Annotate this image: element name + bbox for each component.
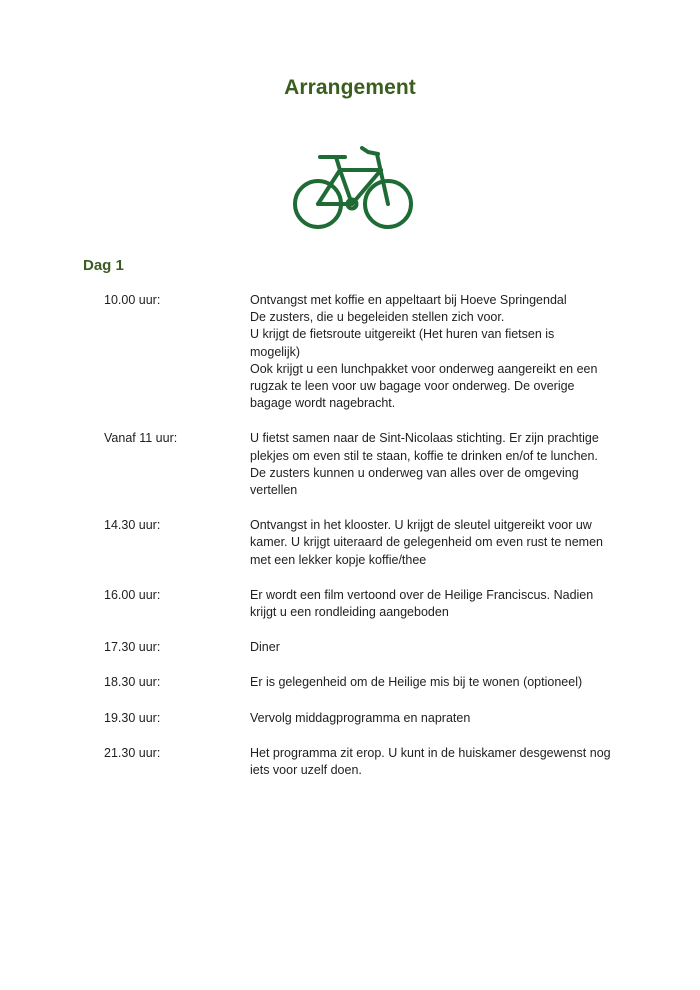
schedule-time: 21.30 uur: <box>104 745 161 760</box>
description-line: Ook krijgt u een lunchpakket voor onderweg aangereikt en een <box>250 361 598 376</box>
schedule-row <box>104 517 644 569</box>
schedule-row <box>104 639 644 656</box>
schedule-description <box>250 292 634 412</box>
schedule-description <box>250 639 634 656</box>
description-line: kamer. U krijgt uiteraard de gelegenheid om even rust te nemen <box>250 535 603 550</box>
schedule-description <box>250 745 634 779</box>
description-line: Het programma zit erop. U kunt in de huiskamer desgewenst nog <box>250 745 611 760</box>
schedule-time: 10.00 uur: <box>104 293 161 307</box>
schedule-row <box>104 674 644 691</box>
schedule-row <box>104 430 644 499</box>
schedule-time: 16.00 uur: <box>104 587 161 602</box>
description-line: De zusters kunnen u onderweg van alles over de omgeving <box>250 465 579 480</box>
schedule-time: 17.30 uur: <box>104 640 161 655</box>
schedule-description <box>250 710 634 727</box>
description-line: U krijgt de fietsroute uitgereikt (Het huren van fietsen is <box>250 327 555 342</box>
schedule-description <box>250 517 634 569</box>
description-line: iets voor uzelf doen. <box>250 763 362 778</box>
description-line: U fietst samen naar de Sint-Nicolaas stichting. Er zijn prachtige <box>250 431 599 446</box>
schedule-row <box>104 710 644 727</box>
schedule-time: 19.30 uur: <box>104 710 161 725</box>
day-heading: Dag 1 <box>83 257 124 274</box>
description-line: plekjes om even stil te staan, koffie te drinken en/of te lunchen. <box>250 448 598 463</box>
description-line: Ontvangst in het klooster. U krijgt de sleutel uitgereikt voor uw <box>250 518 592 533</box>
schedule-description <box>250 587 634 621</box>
schedule-row <box>104 745 644 779</box>
schedule-time: 18.30 uur: <box>104 675 161 690</box>
schedule-time: Vanaf 11 uur: <box>104 431 178 446</box>
description-line: krijgt u een rondleiding aangeboden <box>250 605 449 620</box>
description-line: Diner <box>250 640 280 655</box>
schedule-row <box>104 587 644 621</box>
schedule-list <box>104 292 644 797</box>
schedule-time: 14.30 uur: <box>104 518 161 533</box>
description-line: Er is gelegenheid om de Heilige mis bij te wonen (optioneel) <box>250 675 583 690</box>
description-line: vertellen <box>250 483 298 498</box>
description-line: bagage wordt nagebracht. <box>250 396 396 411</box>
schedule-description <box>250 674 634 691</box>
description-line: Er wordt een film vertoond over de Heilige Franciscus. Nadien <box>250 587 594 602</box>
description-line: Vervolg middagprogramma en napraten <box>250 710 471 725</box>
bicycle-icon <box>290 142 418 236</box>
page-title: Arrangement <box>284 76 416 99</box>
description-line: De zusters, die u begeleiden stellen zich voor. <box>250 310 505 325</box>
description-line: met een lekker kopje koffie/thee <box>250 552 427 567</box>
description-line: rugzak te leen voor uw bagage voor onderweg. De overige <box>250 379 575 394</box>
schedule-description <box>250 430 634 499</box>
schedule-row <box>104 292 644 412</box>
description-line: mogelijk) <box>250 344 301 359</box>
description-line: Ontvangst met koffie en appeltaart bij Hoeve Springendal <box>250 293 567 307</box>
